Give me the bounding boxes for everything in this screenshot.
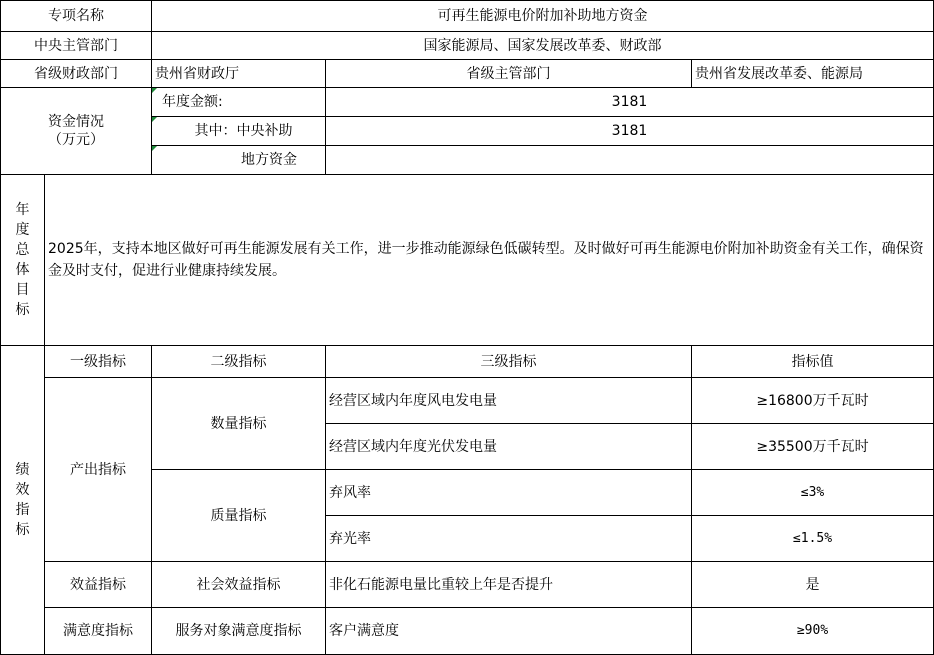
- indicator-row-name: 客户满意度: [329, 623, 399, 639]
- col-header-level2: 二级指标: [210, 353, 267, 370]
- benefit-indicator-label: 效益指标: [70, 576, 126, 593]
- col-header-level3: 三级指标: [480, 353, 537, 370]
- col-header-level1: 一级指标: [70, 353, 126, 370]
- goal-label-char: 年: [15, 202, 30, 218]
- quantity-indicator-label: 数量指标: [210, 415, 267, 432]
- satisfaction-indicator-label: 满意度指标: [63, 623, 133, 639]
- province-finance-label: 省级财政部门: [34, 65, 118, 82]
- central-subsidy-value: 3181: [611, 123, 648, 139]
- annual-amount-label: 年度金额:: [162, 94, 223, 110]
- central-dept-value: 国家能源局、国家发展改革委、财政部: [423, 37, 662, 54]
- indicator-row-name: 弃光率: [329, 530, 371, 547]
- goal-label-char: 目: [15, 282, 30, 298]
- funding-label-line1: 资金情况: [48, 114, 104, 130]
- goal-label-char: 标: [15, 302, 30, 318]
- quality-indicator-label: 质量指标: [210, 507, 267, 524]
- local-funds-value: [326, 146, 933, 174]
- province-finance-value: 贵州省财政厅: [155, 65, 239, 82]
- indicator-row-name: 经营区域内年度风电发电量: [329, 392, 497, 409]
- annual-amount-value: 3181: [611, 94, 648, 110]
- indicator-row-name: 非化石能源电量比重较上年是否提升: [329, 576, 553, 593]
- output-indicator-label: 产出指标: [70, 461, 126, 478]
- indicator-label-char: 标: [15, 522, 30, 538]
- local-funds-label: 地方资金: [241, 152, 297, 168]
- indicator-label-char: 指: [15, 502, 30, 518]
- goal-label-char: 度: [15, 222, 30, 238]
- social-benefit-indicator-label: 社会效益指标: [196, 576, 281, 593]
- indicator-row-value: ≤1.5%: [792, 530, 833, 546]
- indicator-label-char: 绩: [15, 462, 30, 478]
- goal-label-char: 体: [15, 262, 30, 278]
- col-header-value: 指标值: [791, 353, 834, 370]
- indicator-row-value: 是: [805, 576, 820, 593]
- performance-indicators-label: [1, 346, 44, 654]
- project-name-label: 专项名称: [48, 8, 104, 24]
- funding-label: [1, 88, 151, 174]
- indicator-row-value: ≥90%: [796, 623, 829, 638]
- central-subsidy-label: 其中：中央补助: [194, 123, 293, 139]
- indicator-label-char: 效: [15, 482, 30, 498]
- annual-goal-text: 2025年，支持本地区做好可再生能源发展有关工作，进一步推动能源绿色低碳转型。及时做好可再生能源电价附加补助资金有关工作，确保资金及时支付，促进行业健康持续发展。: [48, 241, 924, 279]
- funding-label-line2: （万元）: [48, 132, 104, 148]
- annual-goal-label: [1, 175, 44, 345]
- goal-label-char: 总: [15, 242, 30, 258]
- province-dept-value: 贵州省发展改革委、能源局: [695, 65, 863, 82]
- project-name-value: 可再生能源电价附加补助地方资金: [437, 8, 648, 24]
- service-satisfaction-indicator-label: 服务对象满意度指标: [175, 623, 302, 639]
- indicator-row-name: 弃风率: [329, 484, 371, 501]
- province-dept-label: 省级主管部门: [466, 65, 551, 82]
- indicator-row-value: ≥35500万千瓦时: [756, 438, 869, 455]
- indicator-row-value: ≥16800万千瓦时: [756, 392, 869, 409]
- indicator-row-value: ≤3%: [800, 484, 825, 500]
- central-dept-label: 中央主管部门: [34, 37, 118, 54]
- indicator-row-name: 经营区域内年度光伏发电量: [329, 438, 497, 455]
